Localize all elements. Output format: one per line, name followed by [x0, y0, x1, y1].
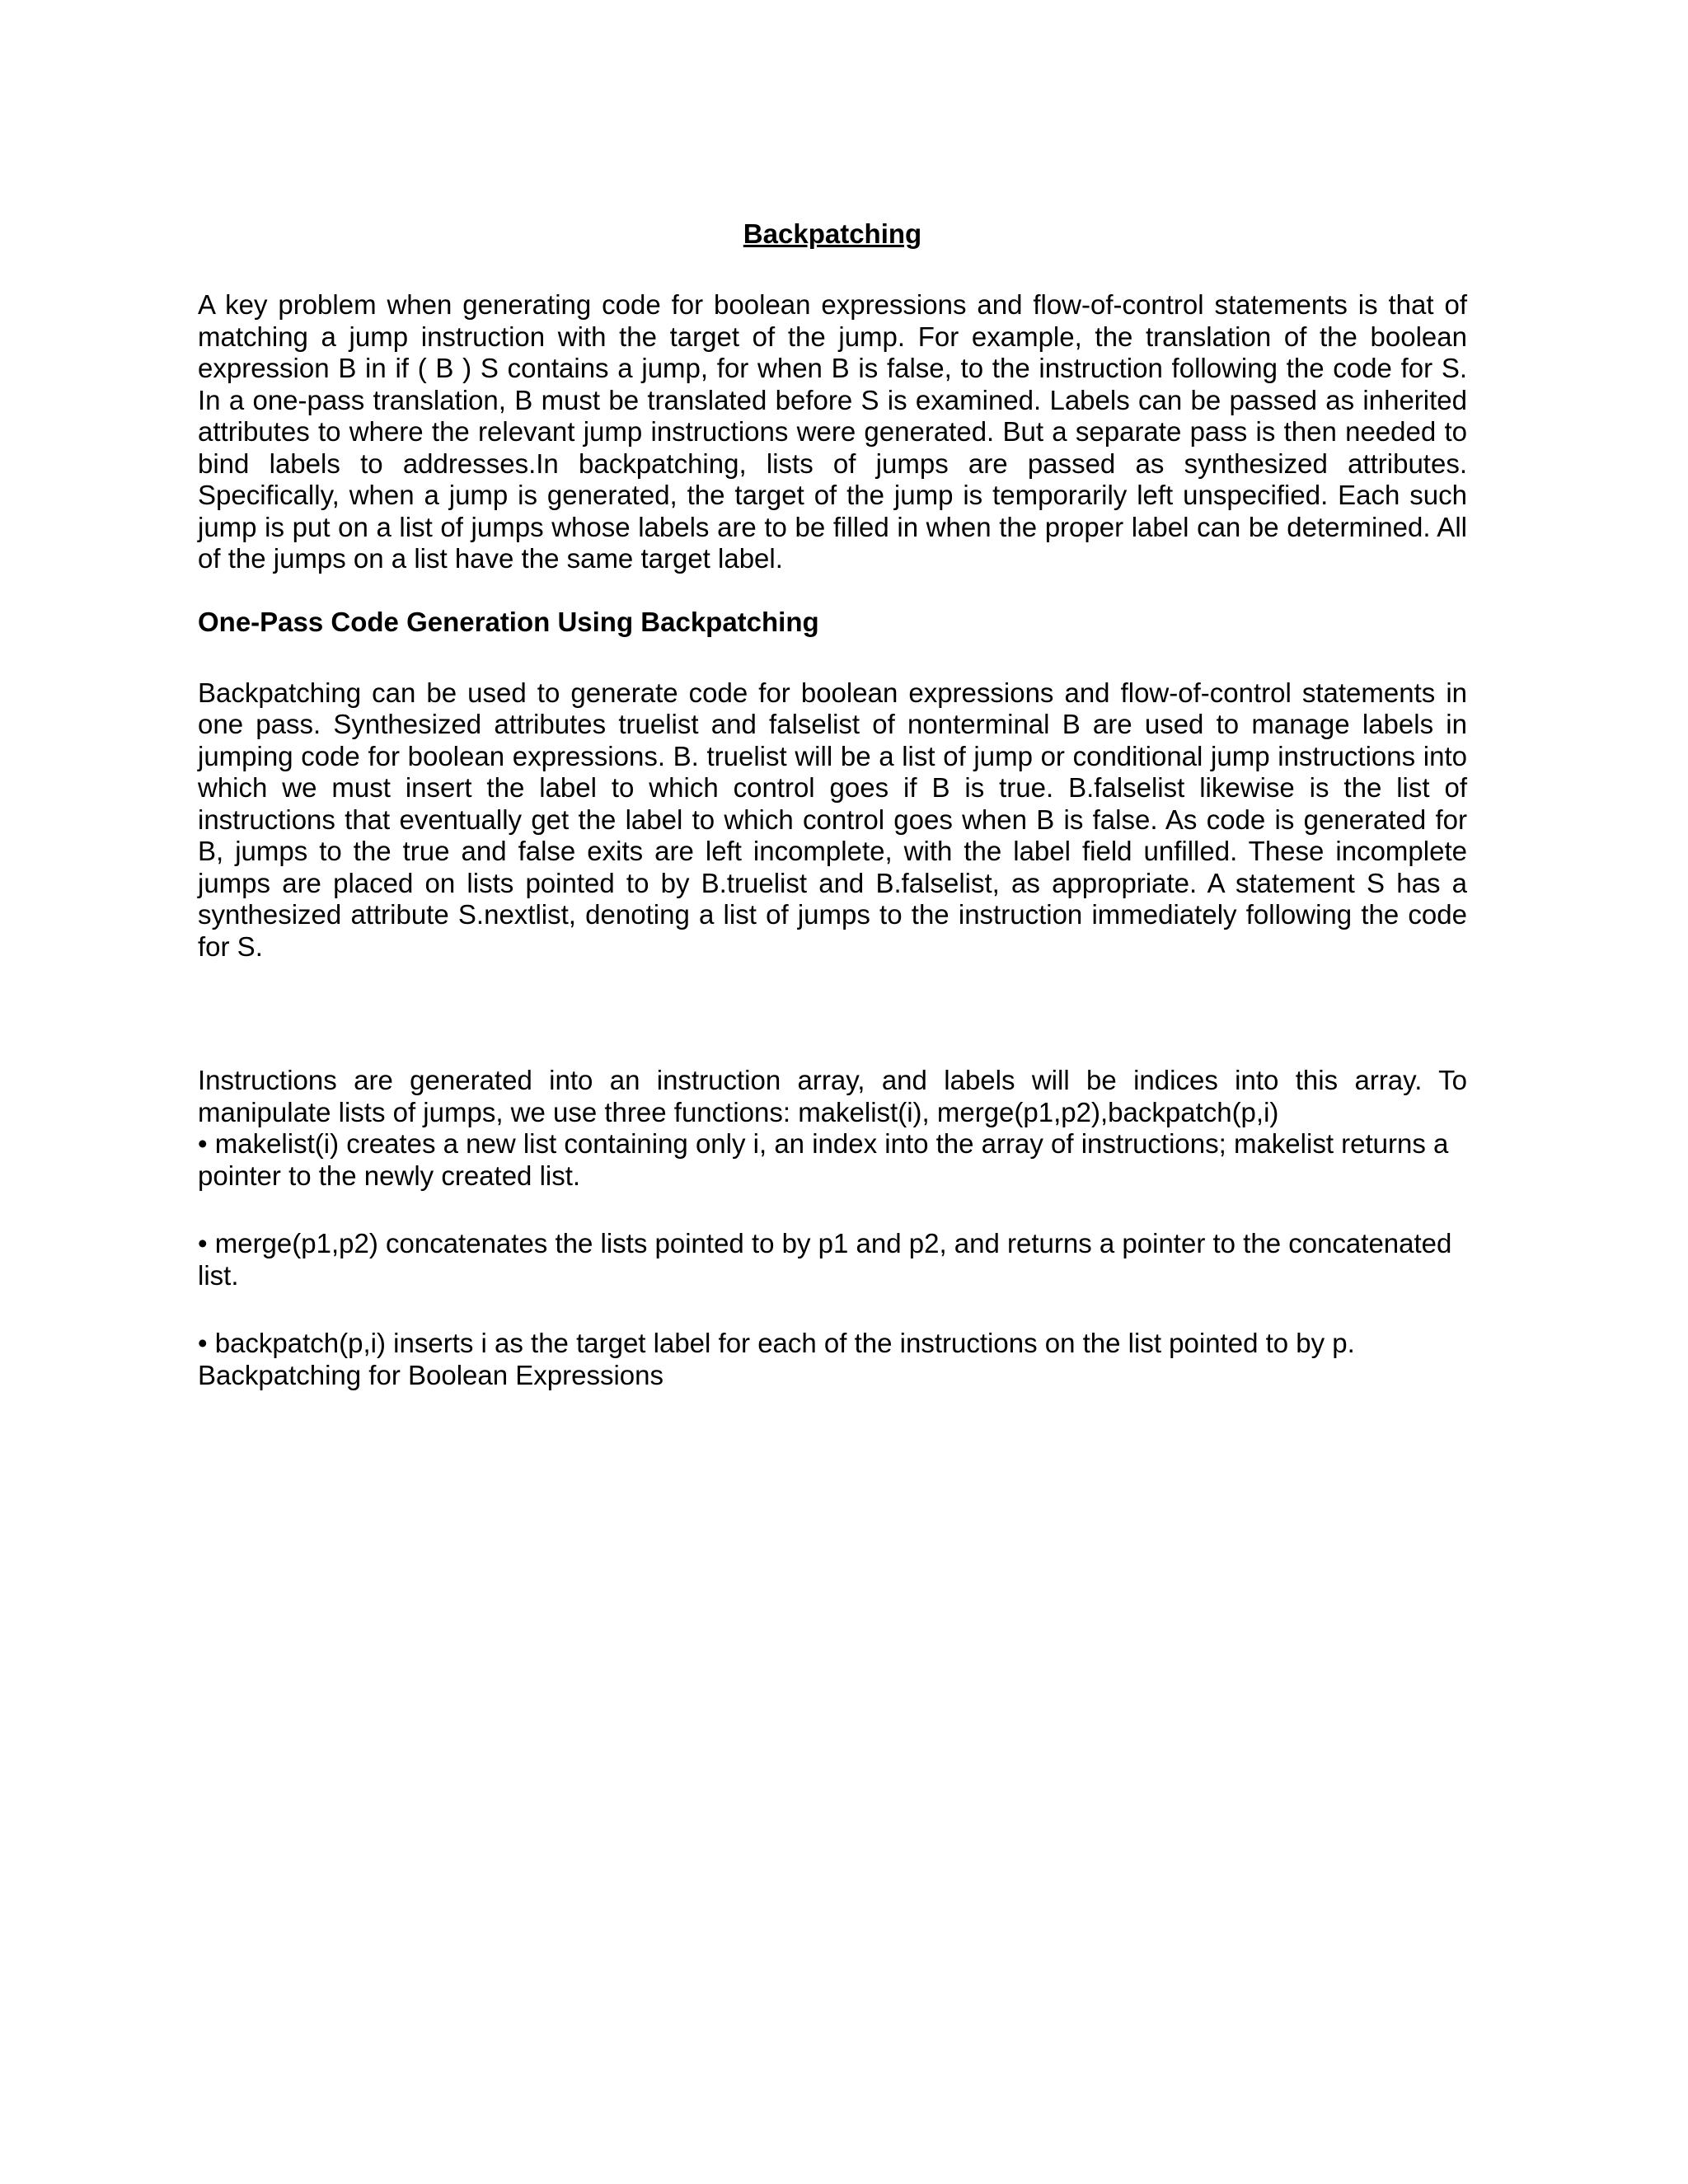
section-heading: One-Pass Code Generation Using Backpatching	[198, 606, 819, 637]
intro-paragraph: A key problem when generating code for boolean expressions and flow-of-control statements is that of matching a jump instruction with the target of the jump. For example, the translation of the boolean expression B in if ( B ) S contains a jump, for when B is false, to the instruction following the code for S. In a one-pass translation, B must be translated before S is examined. Labels can be passed as inherited attributes to where the relevant jump instructions were generated. But a separate pass is then needed to bind labels to addresses.In backpatching, lists of jumps are passed as synthesized attributes. Specifically, when a jump is generated, the target of the jump is temporarily left unspecified. Each such jump is put on a list of jumps whose labels are to be filled in when the proper label can be determined. All of the jumps on a list have the same target label.	[198, 289, 1467, 574]
page-title: Backpatching	[743, 218, 922, 249]
section-paragraph: Backpatching can be used to generate code for boolean expressions and flow-of-control statements in one pass. Synthesized attributes truelist and falselist of nonterminal B are used to manage labels in jumping code for boolean expressions. B. truelist will be a list of jump or conditional jump instructions into which we must insert the label to which control goes if B is true. B.falselist likewise is the list of instructions that eventually get the label to which control goes when B is false. As code is generated for B, jumps to the true and false exits are left incomplete, with the label field unfilled. These incomplete jumps are placed on lists pointed to by B.truelist and B.falselist, as appropriate. A statement S has a synthesized attribute S.nextlist, denoting a list of jumps to the instruction immediately following the code for S.	[198, 677, 1467, 962]
bullet-backpatch: • backpatch(p,i) inserts i as the target label for each of the instructions on the list pointed to by p.	[198, 1328, 1355, 1358]
bullet-merge: • merge(p1,p2) concatenates the lists pointed to by p1 and p2, and returns a pointer to the concatenated list.	[198, 1228, 1452, 1291]
instructions-paragraph: Instructions are generated into an instruction array, and labels will be indices into this array. To manipulate lists of jumps, we use three functions: makelist(i), merge(p1,p2),backpatch(p,i)	[198, 1065, 1467, 1127]
document-page	[198, 218, 1467, 1391]
bullet-makelist: • makelist(i) creates a new list containing only i, an index into the array of instructions; makelist returns a pointer to the newly created list.	[198, 1128, 1449, 1191]
vertical-spacer	[198, 963, 1467, 1065]
trailing-line: Backpatching for Boolean Expressions	[198, 1359, 663, 1390]
